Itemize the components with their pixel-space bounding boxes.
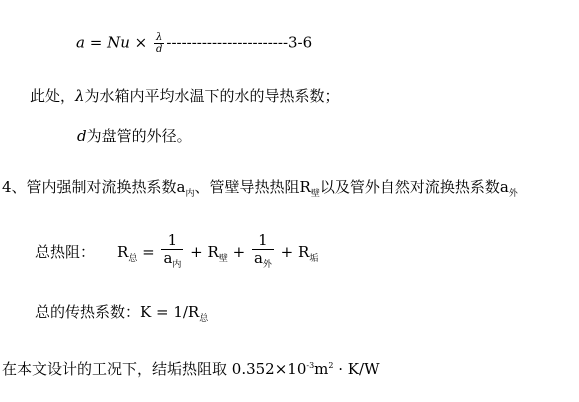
fouling-exp: -3 [306, 361, 315, 370]
item4-sub1: 内 [185, 189, 195, 199]
eq-equals: = [84, 33, 108, 52]
note-d-symbol: d [77, 127, 87, 145]
total-coeff-sub: 总 [199, 314, 209, 324]
frac1-den-a: a [163, 249, 173, 267]
wall-sub: 壁 [218, 254, 228, 264]
eq-nu: Nu [107, 33, 130, 52]
item4-text2: 、管壁导热热阻R [194, 178, 311, 196]
frac1-den [161, 250, 183, 274]
fouling-text: 在本文设计的工况下，结垢热阻取 0.352×10 [2, 360, 307, 378]
frac1-num: 1 [161, 232, 183, 250]
eq-dashes-number: ------------------------3-6 [166, 33, 313, 52]
r-total-sub: 总 [128, 254, 138, 264]
item4-sub3: 外 [508, 189, 518, 199]
fouling-unit2: · K/W [333, 360, 380, 378]
plus-sign: + [227, 243, 250, 261]
item4-sub2: 壁 [310, 189, 320, 199]
fouling-unit-exp: 2 [328, 361, 334, 370]
equation-3-6 [76, 32, 312, 55]
note-lambda-prefix: 此处， [30, 87, 76, 105]
frac2-num: 1 [252, 232, 274, 250]
item4-text3: 以及管外自然对流换热系数a [319, 178, 509, 196]
total-coefficient [35, 303, 208, 328]
eq-frac-den: d [155, 44, 163, 55]
item4-text1: 4、管内强制对流换热系数a [2, 178, 186, 196]
eq-sign: = [137, 243, 160, 261]
item-4-heading [2, 178, 518, 203]
total-coeff-expr: K = 1/R [140, 303, 200, 321]
note-lambda [30, 87, 340, 105]
eq-lhs: a [76, 33, 85, 52]
total-resistance-label: 总热阻： [35, 243, 96, 261]
note-lambda-symbol: λ [75, 87, 85, 105]
fraction-outer [252, 232, 274, 274]
fraction-inner [161, 232, 183, 274]
note-lambda-text: 为水箱内平均水温下的水的导热系数； [84, 87, 340, 105]
frac2-den [252, 250, 274, 274]
total-coeff-label: 总的传热系数： [35, 303, 141, 321]
frac1-den-sub: 内 [172, 260, 182, 270]
fouling-resistance [2, 357, 379, 378]
frac2-den-a: a [253, 249, 263, 267]
eq-fraction [154, 32, 164, 55]
fouling-unit1: m [314, 360, 329, 378]
eq-times: × [129, 33, 152, 52]
fouling-sub: 垢 [309, 254, 319, 264]
frac2-den-sub: 外 [262, 260, 272, 270]
note-d-text: 为盘管的外径。 [86, 127, 192, 145]
plus-r-fouling: + R [275, 243, 310, 261]
r-total: R [117, 243, 129, 261]
plus-r-wall: + R [185, 243, 219, 261]
note-d [77, 127, 192, 145]
eq-frac-num: λ [154, 32, 164, 44]
total-resistance [35, 232, 318, 274]
